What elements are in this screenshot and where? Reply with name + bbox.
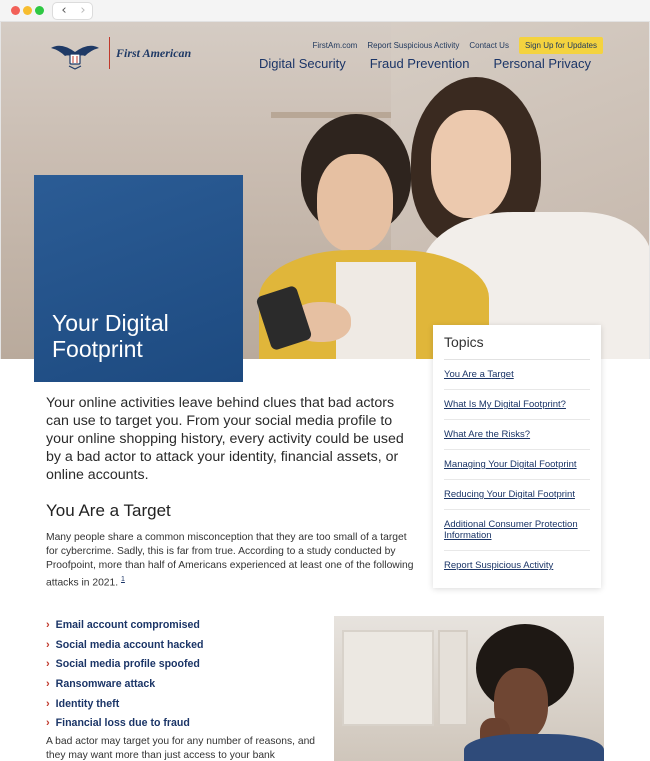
hero-photo-face	[431, 110, 511, 218]
eagle-seal-icon	[47, 36, 103, 70]
list-item-label: Ransomware attack	[55, 677, 156, 690]
link-contact-us[interactable]: Contact Us	[469, 41, 509, 50]
chevron-right-icon: ›	[46, 717, 50, 730]
close-window-icon[interactable]	[11, 6, 20, 15]
nav-personal-privacy[interactable]: Personal Privacy	[493, 56, 591, 71]
brand-logo[interactable]	[47, 36, 191, 70]
utility-nav	[312, 37, 603, 54]
body-paragraph-2: A bad actor may target you for any number of reasons, and they may want more than just access to your bank	[46, 736, 316, 761]
topics-title: Topics	[444, 325, 590, 360]
page-title-line1: Your Digital	[52, 310, 169, 336]
photo-cabinet	[438, 630, 468, 726]
list-item-label: Social media profile spoofed	[55, 658, 200, 671]
list-item-label: Email account compromised	[55, 618, 200, 631]
list-item	[46, 694, 203, 714]
chevron-right-icon: ›	[46, 697, 50, 710]
page-title-box	[34, 175, 243, 382]
nav-digital-security[interactable]: Digital Security	[259, 56, 346, 71]
footnote-link[interactable]: 1	[121, 576, 125, 583]
link-report-suspicious-activity[interactable]: Report Suspicious Activity	[367, 41, 460, 50]
list-item	[46, 635, 203, 655]
page-title	[52, 310, 169, 362]
body-paragraph-text: Many people share a common misconception that they are too small of a target for cybercrime. Sadly, this is far from true. According to a study conducted by Proofpoint, more than half of Americans experienced at least one of the following attacks in 2021.	[46, 532, 414, 589]
list-item-label: Identity theft	[55, 697, 120, 710]
attack-list	[46, 615, 203, 733]
topic-managing-digital-footprint[interactable]: Managing Your Digital Footprint	[444, 450, 590, 480]
maximize-window-icon[interactable]	[35, 6, 44, 15]
history-nav	[52, 2, 93, 20]
photo-person-body	[464, 734, 604, 761]
nav-fraud-prevention[interactable]: Fraud Prevention	[369, 56, 470, 71]
chevron-right-icon: ›	[46, 618, 50, 631]
brand-name: First American	[116, 45, 192, 60]
page-title-line2: Footprint	[52, 336, 143, 362]
forward-arrow-icon[interactable]: ›	[80, 3, 86, 18]
hero-photo-face	[317, 154, 393, 252]
topic-you-are-a-target[interactable]: You Are a Target	[444, 360, 590, 390]
photo-cabinet	[342, 630, 434, 726]
topic-what-are-the-risks[interactable]: What Are the Risks?	[444, 420, 590, 450]
list-item-label: Financial loss due to fraud	[55, 717, 190, 730]
chevron-right-icon: ›	[46, 638, 50, 651]
browser-toolbar	[0, 0, 650, 22]
link-firstam[interactable]: FirstAm.com	[312, 41, 358, 50]
content-photo	[334, 616, 604, 761]
topic-additional-consumer-protection[interactable]: Additional Consumer Protection Information	[444, 510, 590, 551]
list-item	[46, 615, 203, 635]
signup-button[interactable]: Sign Up for Updates	[519, 37, 603, 54]
topics-sidebar	[433, 325, 601, 588]
logo-divider	[109, 37, 110, 69]
chevron-right-icon: ›	[46, 677, 50, 690]
main-nav	[259, 56, 591, 71]
section-heading: You Are a Target	[46, 501, 171, 520]
minimize-window-icon[interactable]	[23, 6, 32, 15]
list-item-label: Social media account hacked	[55, 638, 204, 651]
back-arrow-icon[interactable]: ‹	[61, 3, 67, 18]
list-item	[46, 713, 203, 733]
list-item	[46, 674, 203, 694]
list-item	[46, 654, 203, 674]
topic-what-is-my-digital-footprint[interactable]: What Is My Digital Footprint?	[444, 390, 590, 420]
hero-photo-shirt	[336, 262, 416, 359]
topic-reducing-digital-footprint[interactable]: Reducing Your Digital Footprint	[444, 480, 590, 510]
body-paragraph	[46, 531, 416, 590]
intro-paragraph: Your online activities leave behind clues that bad actors can use to target you. From your social media profile to your online shopping history, every activity could be used by a bad actor to attack your identity, financial assets, or online accounts.	[46, 395, 404, 483]
topic-report-suspicious-activity[interactable]: Report Suspicious Activity	[444, 560, 554, 571]
chevron-right-icon: ›	[46, 658, 50, 671]
